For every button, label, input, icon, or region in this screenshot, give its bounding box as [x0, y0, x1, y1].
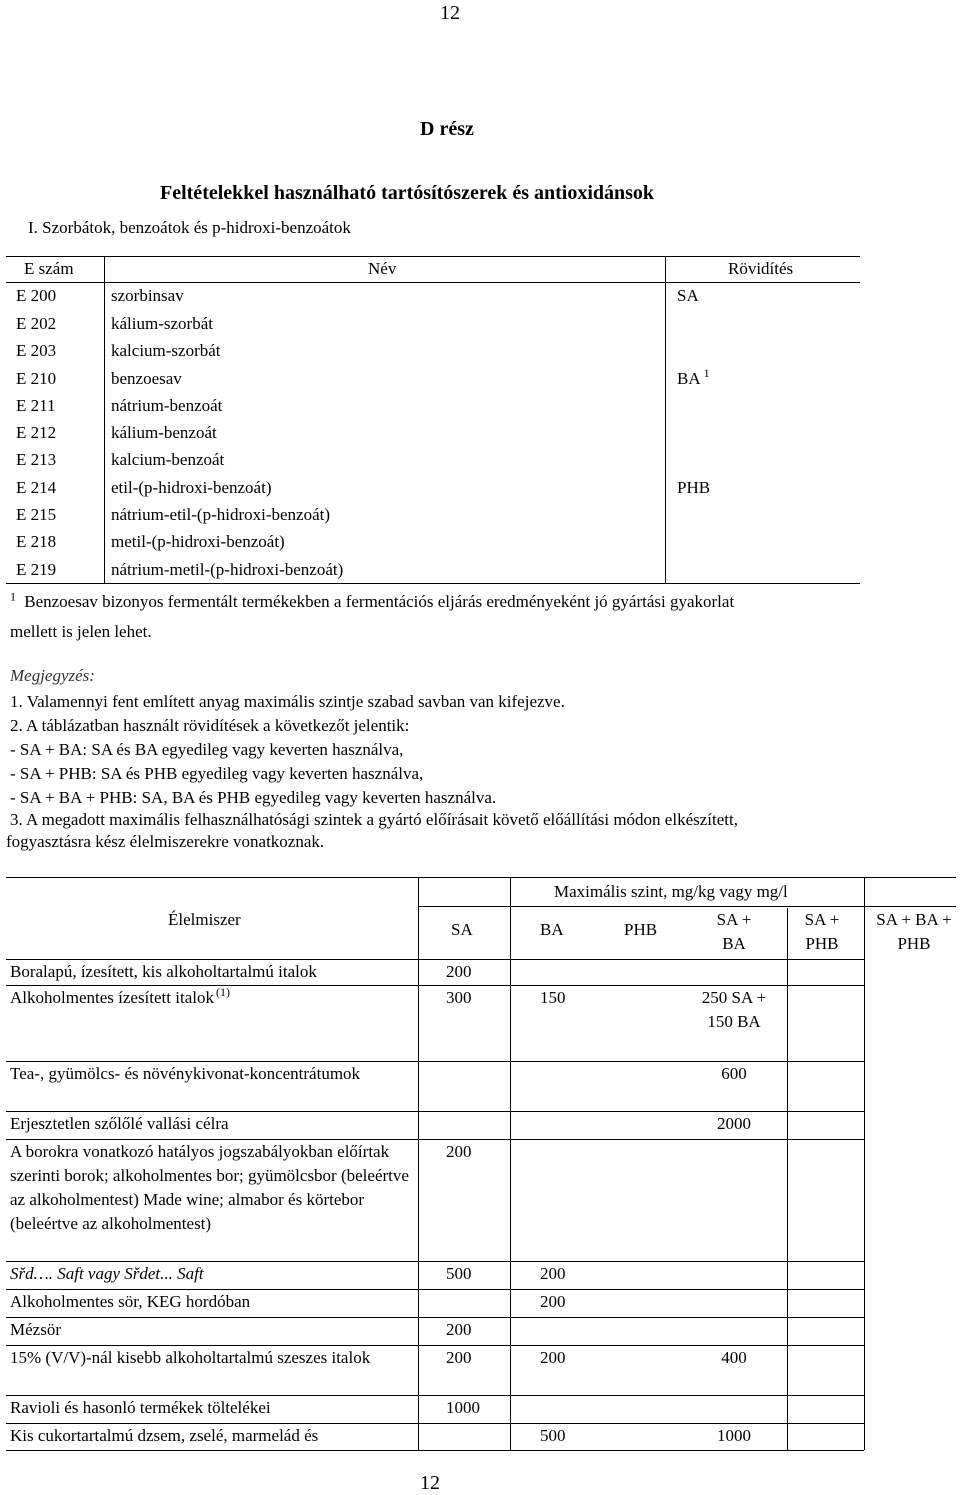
table2-cell-food — [10, 1346, 410, 1370]
table2-cell-sa: 200 — [446, 1348, 472, 1367]
note-2a: - SA + BA: SA és BA egyedileg vagy keverten használva, — [10, 740, 404, 759]
table1-cell-name: kalcium-benzoát — [111, 450, 225, 469]
table1-header-name: Név — [368, 259, 397, 278]
table2-col-saphb: SA + PHB — [804, 910, 840, 953]
table1-cell-enum: E 214 — [16, 478, 57, 497]
table1-abbr-text: SA — [677, 286, 699, 305]
note-2c: - SA + BA + PHB: SA, BA és PHB egyedileg vagy keverten használva. — [10, 788, 497, 807]
table2-food-text: Sřd…. Saft vagy Sřdet... Saft — [10, 1264, 204, 1283]
table1-cell-enum: E 213 — [16, 450, 57, 469]
table2-cell-ba: 500 — [540, 1426, 566, 1445]
table2-col-saba: SA + BA — [716, 910, 752, 953]
table2-cell-food — [10, 960, 410, 984]
table2-cell-saba: 400 — [721, 1348, 747, 1367]
table2-food-footnote-marker: (1) — [215, 985, 230, 1000]
table2-cell-food — [10, 1112, 410, 1136]
table2-header-max: Maximális szint, mg/kg vagy mg/l — [554, 882, 788, 901]
table2-food-text: Alkoholmentes sör, KEG hordóban — [10, 1292, 251, 1311]
table1-cell-name: nátrium-etil-(p-hidroxi-benzoát) — [111, 505, 331, 524]
footnote-line2: mellett is jelen lehet. — [10, 622, 152, 641]
table2-cell-food — [10, 1424, 410, 1448]
table2-food-text: A borokra vonatkozó hatályos jogszabályokban előírtak szerinti borok; alkoholmentes bor; gyümölcsbor (beleértve az alkoholmentest) Made wine; almabor és körtebor (beleértve az alkoholmentest) — [10, 1142, 409, 1233]
table1-cell-name: nátrium-benzoát — [111, 396, 223, 415]
table1-cell-name: kálium-benzoát — [111, 423, 217, 442]
table2-cell-food — [10, 1062, 410, 1086]
table2-cell-ba: 200 — [540, 1292, 566, 1311]
table1-cell-enum: E 202 — [16, 314, 57, 333]
note-3b: fogyasztásra kész élelmiszerekre vonatkoznak. — [6, 832, 325, 851]
part-title: D rész — [420, 118, 474, 140]
table2-cell-sa: 500 — [446, 1264, 472, 1283]
table1-cell-enum: E 211 — [16, 396, 56, 415]
page-number-bottom: 12 — [420, 1472, 440, 1494]
table1-cell-name: kalcium-szorbát — [111, 341, 221, 360]
table2-cell-sa: 200 — [446, 1320, 472, 1339]
table1-cell-abbr — [677, 367, 710, 391]
table1-header-enum: E szám — [24, 259, 74, 278]
table2-cell-ba: 150 — [540, 988, 566, 1007]
table2-cell-saba: 2000 — [717, 1114, 751, 1133]
table2-cell-food — [10, 1290, 410, 1314]
table2-food-text: Erjesztetlen szőlőlé vallási célra — [10, 1114, 229, 1133]
table2-food-text: Alkoholmentes ízesített italok — [10, 988, 214, 1007]
note-2b: - SA + PHB: SA és PHB egyedileg vagy keverten használva, — [10, 764, 424, 783]
table1-cell-name: etil-(p-hidroxi-benzoát) — [111, 478, 272, 497]
table1-abbr-text: PHB — [677, 478, 711, 497]
table2-food-text: Boralapú, ízesített, kis alkoholtartalmú italok — [10, 962, 317, 981]
table1-abbr-footnote-marker: 1 — [703, 366, 710, 381]
table2-cell-saba: 600 — [721, 1064, 747, 1083]
table2-cell-food — [10, 1140, 410, 1236]
table1-cell-name: metil-(p-hidroxi-benzoát) — [111, 532, 285, 551]
table2-food-text: Ravioli és hasonló termékek töltelékei — [10, 1398, 271, 1417]
table2-cell-ba: 200 — [540, 1264, 566, 1283]
table2-cell-sa: 1000 — [446, 1398, 480, 1417]
table1-cell-enum: E 212 — [16, 423, 57, 442]
table1-cell-enum: E 200 — [16, 286, 57, 305]
page-number-top: 12 — [440, 2, 460, 24]
note-1: 1. Valamennyi fent említett anyag maximális szintje szabad savban van kifejezve. — [10, 692, 565, 711]
table2-cell-ba: 200 — [540, 1348, 566, 1367]
table1-cell-name: benzoesav — [111, 369, 182, 388]
table1-cell-name: nátrium-metil-(p-hidroxi-benzoát) — [111, 560, 344, 579]
note-3a: 3. A megadott maximális felhasználhatósági szintek a gyártó előírásait követő előállítási módon elkészített, — [10, 810, 738, 829]
footnote — [10, 589, 735, 612]
table1-cell-enum: E 219 — [16, 560, 57, 579]
main-title: Feltételekkel használható tartósítószerek és antioxidánsok — [160, 182, 655, 204]
table2-col-all: SA + BA + PHB — [876, 910, 952, 953]
footnote-marker: 1 — [10, 589, 16, 604]
table2-col-phb: PHB — [624, 920, 658, 939]
table1-header-abbr: Rövidítés — [728, 259, 794, 278]
table1-cell-enum: E 203 — [16, 341, 57, 360]
table2-col-ba: BA — [540, 920, 564, 939]
table1-cell-abbr — [677, 476, 710, 500]
table1-cell-name: szorbinsav — [111, 286, 184, 305]
table1-cell-name: kálium-szorbát — [111, 314, 213, 333]
table2-col-sa: SA — [451, 920, 473, 939]
table2-cell-saba: 1000 — [717, 1426, 751, 1445]
table1-cell-enum: E 218 — [16, 532, 57, 551]
table2-cell-saba: 250 SA + 150 BA — [701, 988, 767, 1031]
section-title: I. Szorbátok, benzoátok és p-hidroxi-benzoátok — [28, 218, 351, 237]
table2-cell-sa: 200 — [446, 1142, 472, 1161]
table1-cell-enum: E 215 — [16, 505, 57, 524]
table2-food-text: Mézsör — [10, 1320, 61, 1339]
table1-abbr-text: BA — [677, 369, 701, 388]
table2-food-text: Kis cukortartalmú dzsem, zselé, marmelád és — [10, 1426, 319, 1445]
table2-food-text: Tea-, gyümölcs- és növénykivonat-koncentrátumok — [10, 1064, 361, 1083]
table2-cell-food — [10, 1396, 410, 1420]
table2-cell-sa: 300 — [446, 988, 472, 1007]
table1-cell-enum: E 210 — [16, 369, 57, 388]
footnote-line1: Benzoesav bizonyos fermentált termékekben a fermentációs eljárás eredményeként jó gyártási gyakorlat — [24, 592, 735, 611]
table2-food-text: 15% (V/V)-nál kisebb alkoholtartalmú szeszes italok — [10, 1348, 371, 1367]
table2-cell-food — [10, 1262, 410, 1286]
table2-header-food: Élelmiszer — [168, 910, 241, 929]
table2-cell-food — [10, 986, 410, 1010]
table1-cell-abbr — [677, 284, 699, 308]
table2-cell-food — [10, 1318, 410, 1342]
note-2: 2. A táblázatban használt rövidítések a következőt jelentik: — [10, 716, 410, 735]
notes-title: Megjegyzés: — [10, 666, 95, 685]
table2-cell-sa: 200 — [446, 962, 472, 981]
